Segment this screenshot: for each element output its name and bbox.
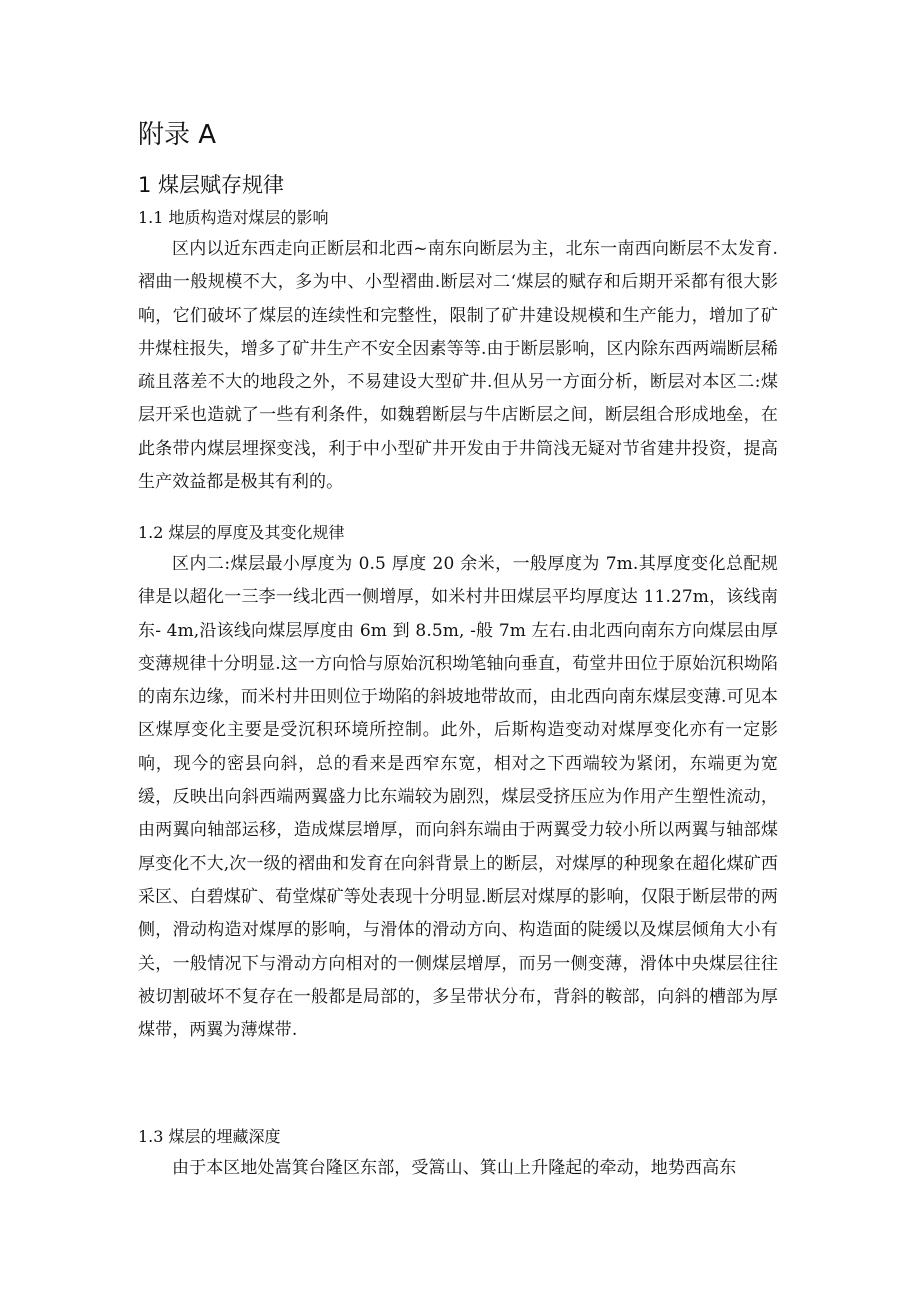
appendix-title: 附录 A — [138, 120, 217, 150]
subsection-heading-1-2: 1.2 煤层的厚度及其变化规律 — [138, 523, 345, 542]
section-title: 1 煤层赋存规律 — [138, 173, 285, 197]
subsection-paragraph-1-3: 由于本区地处嵩箕台隆区东部，受篙山、箕山上升隆起的牵动，地势西高东 — [172, 1158, 737, 1178]
subsection-heading-1-1: 1.1 地质构造对煤层的影响 — [138, 208, 329, 227]
subsection-paragraph-1-1: 区内以近东西走向正断层和北西~南东向断层为主，北东一南西向断层不太发育.褶曲一般规模不大，多为中、小型褶曲.断层对二‘煤层的赋存和后期开采都有很大影响，它们破坏了煤层的连续性和完整性，限制了矿井建设规模和生产能力，增加了矿井煤柱报失，增多了矿井生产不安全因素等等.由于断层影响，区内除东西两端断层稀疏且落差不大的地段之外，不易建设大型矿井.但从另一方面分析，断层对本区二:煤层开采也造就了一些有利条件，如魏碧断层与牛店断层之间，断层组合形成地垒，在此条带内煤层埋探变浅，利于中小型矿井开发由于井筒浅无疑对节省建井投资，提高生产效益都是极其有利的。 — [138, 239, 778, 493]
subsection-paragraph-1-2: 区内二:煤层最小厚度为 0.5 厚度 20 余米，一般厚度为 7m.其厚度变化总配规律是以超化一三李一线北西一侧增厚，如米村井田煤层平均厚度达 11.27m，该线南东- 4m,沿该线向煤层厚度由 6m 到 8.5m, -般 7m 左右.由北西向南东方向煤层由厚变薄规律十分明显.这一方向恰与原始沉积坳笔轴向垂直，荀堂井田位于原始沉积坳陷的南东边缘，而米村井田则位于坳陷的斜坡地带故而，由北西向南东煤层变薄.可见本区煤厚变化主要是受沉积环境所控制。此外，后斯构造变动对煤厚变化亦有一定影响，现今的密县向斜，总的看来是西窄东宽，相对之下西端较为紧闭，东端更为宽缓，反映出向斜西端两翼盛力比东端较为剧烈，煤层受挤压应为作用产生塑性流动，由两翼向轴部运移，造成煤层增厚，而向斜东端由于两翼受力较小所以两翼与轴部煤厚变化不大,次一级的褶曲和发育在向斜背景上的断层，对煤厚的种现象在超化煤矿西采区、白碧煤矿、荀堂煤矿等处表现十分明显.断层对煤厚的影响，仅限于断层带的两侧，滑动构造对煤厚的影响，与滑体的滑动方向、构造面的陡缓以及煤层倾角大小有关，一般情况下与滑动方向相对的一侧煤层增厚，而另一侧变薄，滑体中央煤层往往被切割破坏不复存在一般都是局部的，多呈带状分布，背斜的鞍部，向斜的槽部为厚煤带，两翼为薄煤带. — [138, 554, 778, 1041]
subsection-heading-1-3: 1.3 煤层的埋藏深度 — [138, 1127, 281, 1146]
